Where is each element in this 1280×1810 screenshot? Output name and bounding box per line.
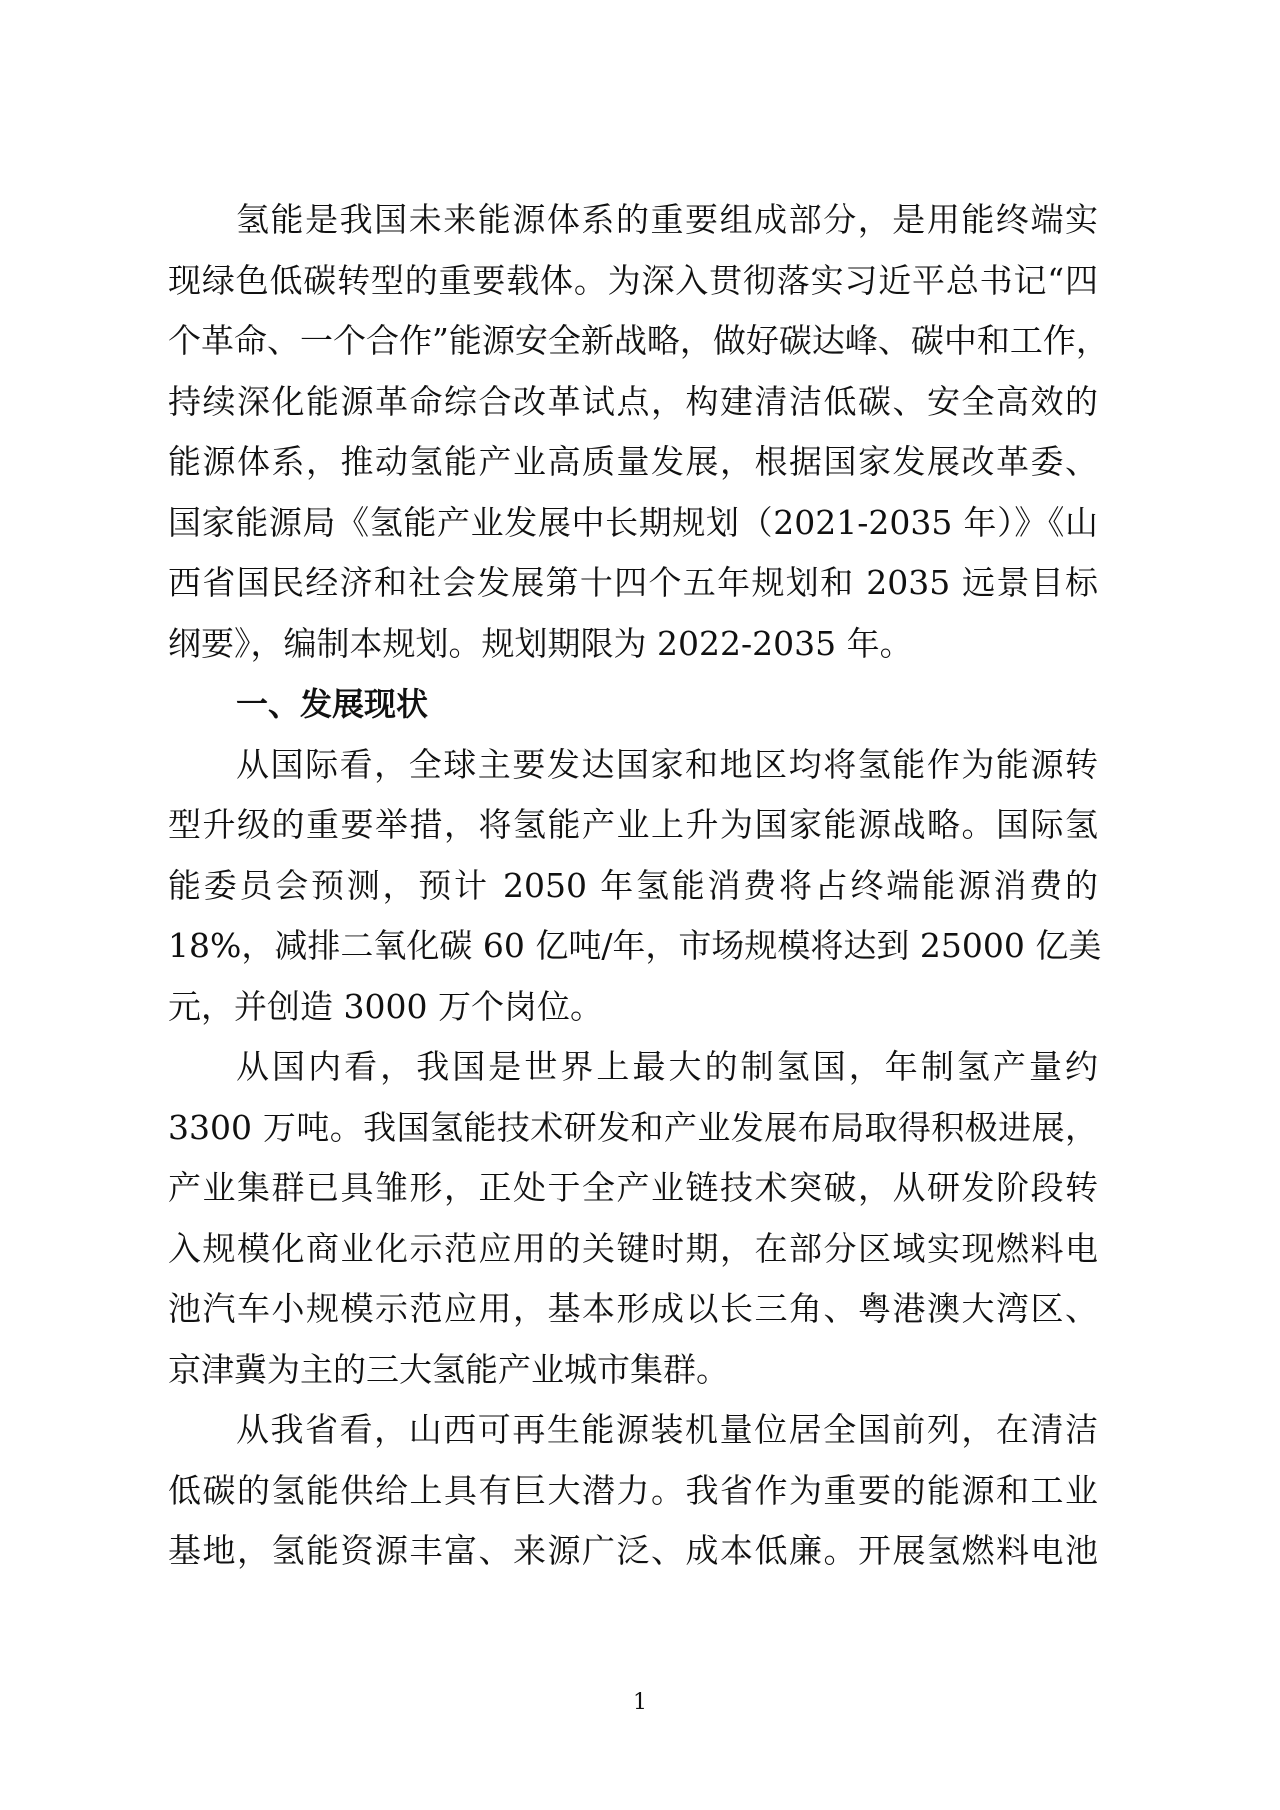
text-line: 京津冀为主的三大氢能产业城市集群。	[168, 1349, 729, 1389]
text-line: 元，并创造 3000 万个岗位。	[168, 986, 603, 1026]
text-line: 入规模化商业化示范应用的关键时期，在部分区域实现燃料电	[168, 1228, 1098, 1268]
section-heading: 一、发展现状	[236, 685, 429, 723]
text-line: 氢能是我国未来能源体系的重要组成部分，是用能终端实	[236, 200, 1098, 239]
text-line: 现绿色低碳转型的重要载体。为深入贯彻落实习近平总书记“四	[168, 260, 1098, 300]
text-line: 能委员会预测，预计 2050 年氢能消费将占终端能源消费的	[168, 865, 1098, 905]
text-line: 型升级的重要举措，将氢能产业上升为国家能源战略。国际氢	[168, 805, 1098, 844]
text-line: 从国际看，全球主要发达国家和地区均将氢能作为能源转	[236, 744, 1098, 784]
text-line: 从国内看，我国是世界上最大的制氢国，年制氢产量约	[236, 1047, 1098, 1086]
text-line: 纲要》，编制本规划。规划期限为 2022-2035 年。	[168, 623, 913, 663]
text-line: 18%，减排二氧化碳 60 亿吨/年，市场规模将达到 25000 亿美	[168, 926, 1102, 965]
text-line: 能源体系，推动氢能产业高质量发展，根据国家发展改革委、	[168, 442, 1098, 481]
text-line: 低碳的氢能供给上具有巨大潜力。我省作为重要的能源和工业	[168, 1470, 1098, 1510]
text-line: 西省国民经济和社会发展第十四个五年规划和 2035 远景目标	[168, 563, 1098, 602]
text-line: 池汽车小规模示范应用，基本形成以长三角、粤港澳大湾区、	[168, 1289, 1098, 1328]
text-line: 基地，氢能资源丰富、来源广泛、成本低廉。开展氢燃料电池	[168, 1531, 1098, 1570]
text-line: 持续深化能源革命综合改革试点，构建清洁低碳、安全高效的	[168, 381, 1098, 421]
text-line: 从我省看，山西可再生能源装机量位居全国前列，在清洁	[236, 1410, 1098, 1449]
text-line: 产业集群已具雏形，正处于全产业链技术突破，从研发阶段转	[168, 1168, 1098, 1207]
text-line: 3300 万吨。我国氢能技术研发和产业发展布局取得积极进展，	[168, 1107, 1098, 1147]
page-number: 1	[633, 1690, 647, 1715]
text-line: 国家能源局《氢能产业发展中长期规划（2021-2035 年）》《山	[168, 502, 1098, 542]
text-line: 个革命、一个合作”能源安全新战略，做好碳达峰、碳中和工作，	[168, 321, 1109, 360]
document-body	[168, 190, 1109, 1582]
